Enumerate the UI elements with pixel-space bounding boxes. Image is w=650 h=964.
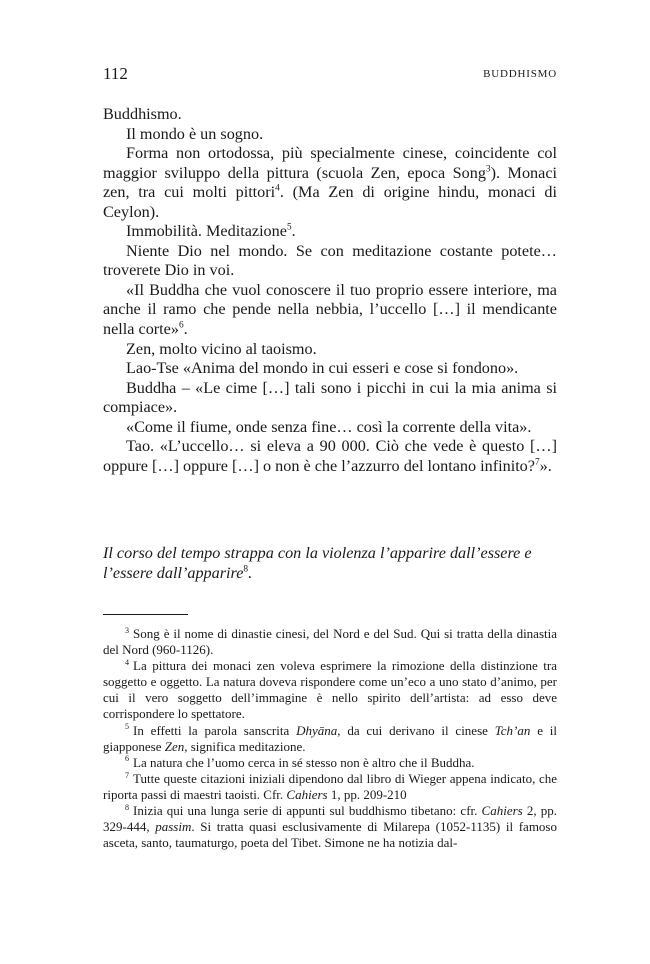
footnote-ref: 8 — [243, 564, 249, 575]
footnote-number: 4 — [125, 657, 130, 667]
paragraph: Il mondo è un sogno. — [126, 124, 264, 143]
footnote: $^4$ La pittura dei monaci zen voleva esprimere la rimozione della distinzione tra soggetto e oggetto. La natura doveva rispondere come un’eco a uno stato d’animo, per cui il vero soggetto dell’immagine è nello spirito dell’artista: ad esso deve corrispondere lo spettatore. — [103, 657, 557, 722]
footnote: $^8$ Inizia qui una lunga serie di appunti sul buddhismo tibetano: cfr. Cahiers 2, pp. 329-444, passim. Si tratta quasi esclusivamente di Milarepa (1052-1135) il famoso asceta, santo, taumaturgo, poeta del Tibet. Simone ne ha notizia dal- — [103, 802, 558, 851]
footnote-number: 7 — [125, 770, 130, 780]
footnote-ref: 5 — [286, 222, 292, 233]
paragraph: Immobilità. Meditazione$^5$. — [126, 222, 296, 241]
footnote: $^7$ Tutte queste citazioni iniziali dipendono dal libro di Wieger appena indicato, che riporta passi di maestri taoisti. Cfr. Cahiers 1, pp. 209-210 — [103, 770, 557, 802]
page-header — [103, 64, 557, 86]
running-head: BUDDHISMO — [483, 68, 557, 80]
epigraph — [103, 544, 557, 583]
paragraph: «Come il fiume, onde senza fine… così la corrente della vita». — [126, 417, 532, 436]
footnote: $^3$ Song è il nome di dinastie cinesi, del Nord e del Sud. Qui si tratta della dinastia del Nord (960-1126). — [103, 625, 557, 658]
page-number: 112 — [103, 64, 128, 83]
footnote-number: 3 — [125, 625, 130, 635]
footnote-ref: 4 — [275, 183, 280, 194]
paragraph: Tao. «L’uccello… si eleva a 90 000. Ciò che vede è questo […] oppure […] oppure […] o non è che l’azzurro del lontano infinito?$^7$». — [103, 437, 557, 475]
paragraph: «Il Buddha che vuol conoscere il tuo proprio essere interiore, ma anche il ramo che pende nella nebbia, l’uccello […] il mendicante nella corte»$^6$. — [103, 280, 557, 339]
footnote-number: 8 — [125, 802, 130, 812]
footnote-ref: 6 — [178, 320, 184, 331]
paragraph: Forma non ortodossa, più specialmente cinese, coincidente col maggior sviluppo della pittura (scuola Zen, epoca Song$^3$). Monaci zen, tra cui molti pittori$^4$. (Ma Zen di origine hindu, monaci di Ceylon). — [103, 144, 557, 221]
footnote-number: 6 — [125, 754, 130, 764]
footnote-number: 5 — [125, 722, 130, 732]
footnote: $^5$ In effetti la parola sanscrita Dhyāna, da cui derivano il cinese Tch’an e il giapponese Zen, significa meditazione. — [103, 722, 557, 754]
paragraph: Niente Dio nel mondo. Se con meditazione costante potete… troverete Dio in voi. — [103, 241, 557, 280]
paragraph: Zen, molto vicino al taoismo. — [126, 339, 317, 358]
footnote-ref: 7 — [534, 457, 540, 468]
footnote-ref: 3 — [485, 164, 491, 175]
footnote-divider — [103, 614, 188, 615]
footnotes — [103, 626, 557, 851]
footnote: $^6$ La natura che l’uomo cerca in sé stesso non è altro che il Buddha. — [125, 754, 475, 770]
main-text — [103, 105, 557, 476]
epigraph-text: Il corso del tempo strappa con la violenza l’apparire dall’essere e l’essere dall’apparire$^8$. — [103, 544, 532, 582]
paragraph: Buddhismo. — [103, 105, 182, 123]
paragraph: Lao-Tse «Anima del mondo in cui esseri e cose si fondono». — [126, 359, 519, 378]
paragraph: Buddha – «Le cime […] tali sono i picchi in cui la mia anima si compiace». — [103, 378, 557, 417]
